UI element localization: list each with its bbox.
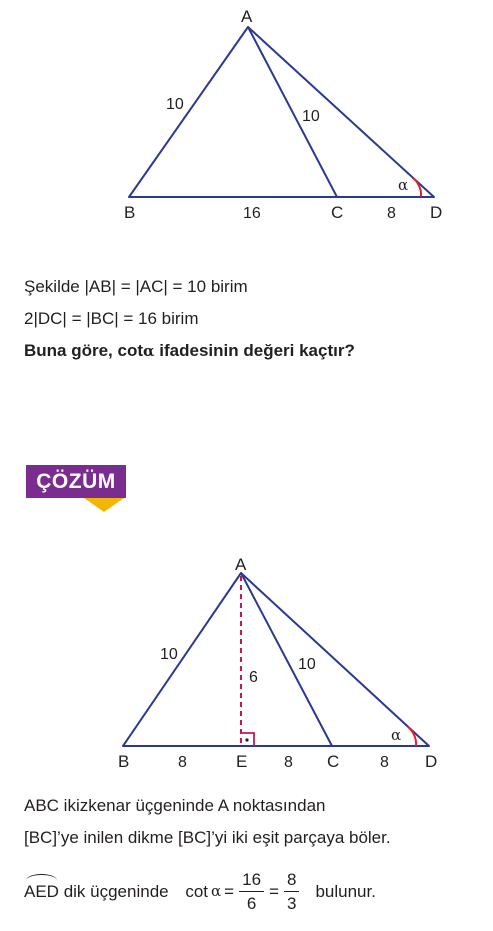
vertex-e-label: E	[236, 752, 248, 771]
angle-alpha-label: α	[398, 176, 409, 194]
triangle-figure	[0, 0, 493, 230]
equals-1: =	[224, 882, 235, 901]
length-cd: 8	[387, 205, 396, 222]
fraction-16-6	[239, 870, 264, 913]
length-ac-2: 10	[298, 656, 316, 673]
fraction-2-denominator: 3	[286, 894, 297, 913]
solution-triangle-figure	[0, 548, 493, 778]
question	[24, 340, 355, 362]
angle-alpha-arc-2	[408, 727, 416, 746]
length-ae: 6	[249, 669, 258, 686]
solution-text-mid: dik üçgeninde	[58, 882, 174, 901]
result-text: bulunur.	[315, 882, 376, 901]
fraction-1-denominator: 6	[246, 894, 257, 913]
angle-alpha-label-2: α	[391, 726, 402, 744]
right-angle-dot	[245, 738, 248, 741]
vertex-c-label: C	[331, 203, 344, 222]
length-ab: 10	[166, 96, 184, 113]
problem-line-1: Şekilde |AB| = |AC| = 10 birim	[24, 277, 248, 296]
length-be: 8	[178, 754, 187, 771]
side-ac-2	[241, 573, 332, 746]
length-bc: 16	[243, 205, 261, 222]
length-ab-2: 10	[160, 646, 178, 663]
solution-line-2: [BC]’ye inilen dikme [BC]’yi iki eşit parçaya böler.	[24, 828, 391, 847]
problem-line-2: 2|DC| = |BC| = 16 birim	[24, 309, 199, 328]
side-ac	[248, 27, 337, 197]
length-cd-2: 8	[380, 754, 389, 771]
triangle-name-aed: AED	[24, 882, 59, 901]
cot-alpha: α	[211, 882, 222, 900]
fraction-1-numerator: 16	[239, 870, 264, 892]
fraction-2-numerator: 8	[284, 870, 299, 892]
vertex-d-label: D	[430, 203, 443, 222]
vertex-b-label: B	[124, 203, 136, 222]
length-ec: 8	[284, 754, 293, 771]
solution-badge: ÇÖZÜM	[26, 465, 126, 498]
vertex-a-label: A	[241, 7, 253, 26]
question-post: ifadesinin değeri kaçtır?	[154, 341, 355, 360]
angle-alpha-arc	[413, 178, 421, 197]
solution-line-1: ABC ikizkenar üçgeninde A noktasından	[24, 796, 326, 815]
vertex-a-label-2: A	[235, 555, 247, 574]
solution-badge-tip	[84, 498, 124, 512]
vertex-b-label-2: B	[118, 752, 130, 771]
vertex-c-label-2: C	[327, 752, 340, 771]
equals-2: =	[269, 882, 279, 901]
fraction-8-3	[284, 870, 299, 913]
length-ac: 10	[302, 108, 320, 125]
solution-result-line	[24, 870, 376, 913]
cot-label: cot	[185, 882, 209, 901]
vertex-d-label-2: D	[425, 752, 438, 771]
question-alpha: α	[143, 342, 155, 360]
question-pre: Buna göre, cot	[24, 341, 144, 360]
